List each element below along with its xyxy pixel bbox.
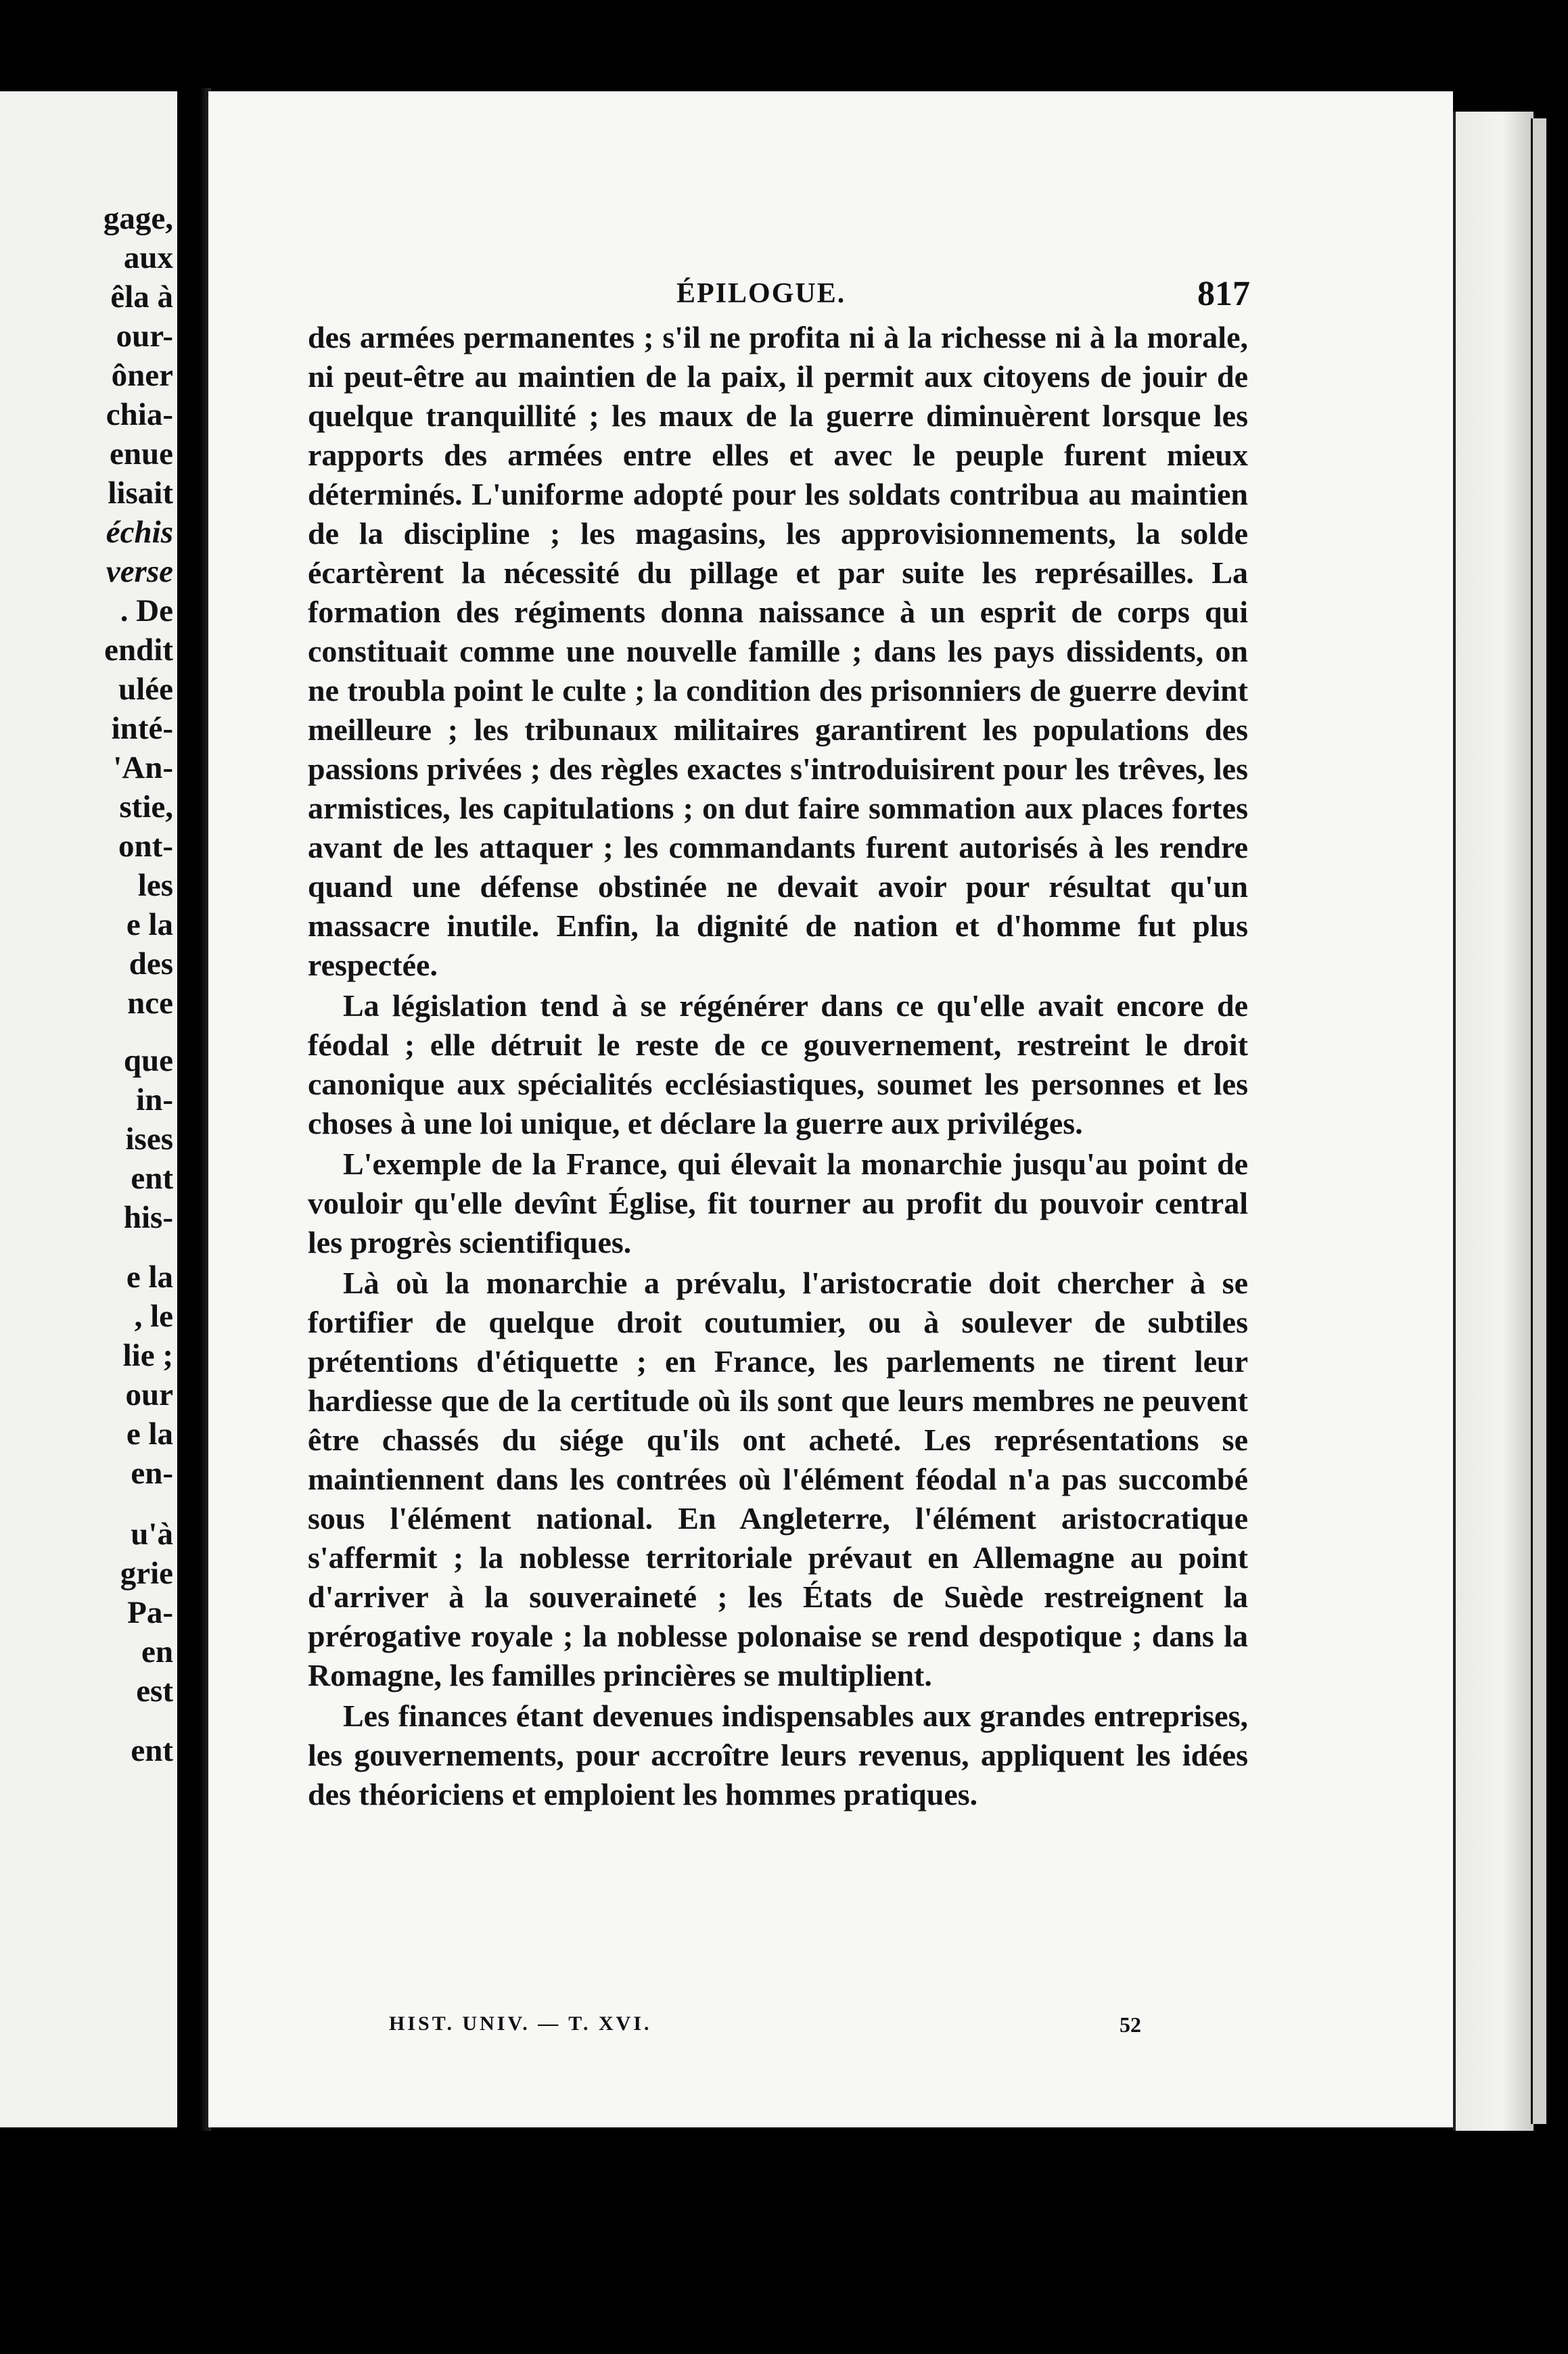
facing-page-line: our-	[116, 319, 173, 354]
facing-page-line: stie,	[119, 789, 173, 825]
facing-page-line: in-	[136, 1082, 173, 1117]
facing-page-line: e la	[126, 1260, 173, 1295]
facing-page-line: lisait	[108, 476, 173, 511]
facing-page-line: ont-	[118, 829, 173, 864]
book-gutter	[177, 88, 211, 2131]
page-edge-back	[1531, 118, 1546, 2124]
facing-page-line: e la	[126, 1416, 173, 1452]
paragraph: Les finances étant devenues indispensables aux grandes entreprises, les gouvernements, pour accroître leurs revenus, appliquent les idées des théoriciens et emploient les hommes pratiques.	[308, 1699, 1248, 1811]
page-number: 817	[1197, 275, 1250, 313]
facing-page-line: . De	[120, 593, 173, 628]
paragraph: L'exemple de la France, qui élevait la monarchie jusqu'au point de vouloir qu'elle devînt Église, fit tourner au profit du pouvoir central les progrès scientifiques.	[308, 1147, 1248, 1260]
facing-page-line: que	[123, 1043, 173, 1078]
facing-page-line: gage,	[103, 201, 173, 236]
facing-page-line: ent	[131, 1161, 173, 1196]
facing-page-line: ises	[125, 1122, 173, 1157]
facing-page-line: échis	[106, 515, 173, 550]
facing-page-line: Pa-	[127, 1595, 173, 1630]
facing-page-line: enue	[110, 436, 173, 471]
footer-signature: HIST. UNIV. — T. XVI.	[389, 2012, 652, 2035]
footer-sheet-number: 52	[1120, 2012, 1141, 2037]
facing-page-line: lie ;	[122, 1338, 173, 1373]
facing-page-line: des	[129, 946, 173, 982]
facing-page	[0, 91, 177, 2127]
facing-page-line: nce	[127, 986, 173, 1021]
facing-page-line: our	[125, 1377, 173, 1412]
facing-page-line: u'à	[131, 1517, 173, 1552]
facing-page-line: ulée	[118, 672, 173, 707]
facing-page-line: êla à	[110, 279, 173, 315]
page-edge	[1453, 112, 1534, 2131]
facing-page-line: his-	[123, 1200, 173, 1235]
facing-page-line: ent	[131, 1733, 173, 1768]
facing-page-line: grie	[120, 1556, 173, 1591]
paragraph: des armées permanentes ; s'il ne profita ni à la richesse ni à la morale, ni peut-être au maintien de la paix, il permit aux citoyens de jouir de quelque tranquillité ; les maux de la guerre diminuèrent lorsque les rapports des armées entre elles et avec le peuple furent mieux déterminés. L'uniforme adopté pour les soldats contribua au maintien de la discipline ; les magasins, les approvisionnements, la solde écartèrent la nécessité du pillage et par suite les représailles. La formation des régiments donna naissance à un esprit de corps qui constituait comme une nouvelle famille ; dans les pays dissidents, on ne troubla point le culte ; la condition des prisonniers de guerre devint meilleure ; les tribunaux militaires garantirent les populations des passions privées ; des règles exactes s'introduisirent pour les trêves, les armistices, les capitulations ; on dut faire sommation aux places fortes avant de les attaquer ; les commandants furent autorisés à les rendre quand une défense obstinée ne devait avoir pour résultat qu'un massacre inutile. Enfin, la dignité de nation et d'homme fut plus respectée.	[308, 320, 1248, 982]
paragraph: La législation tend à se régénérer dans ce qu'elle avait encore de féodal ; elle détruit le reste de ce gouvernement, restreint le droit canonique aux spécialités ecclésiastiques, soumet les personnes et les choses à une loi unique, et déclare la guerre aux priviléges.	[308, 988, 1248, 1140]
facing-page-line: 'An-	[113, 750, 173, 785]
facing-page-line: endit	[104, 632, 173, 668]
facing-page-line: est	[136, 1674, 173, 1709]
facing-page-line: e la	[126, 907, 173, 942]
facing-page-line: verse	[106, 554, 173, 589]
running-title: ÉPILOGUE.	[676, 278, 846, 309]
facing-page-line: les	[137, 868, 173, 903]
body-text	[308, 318, 1248, 1816]
facing-page-line: chia-	[106, 397, 173, 432]
facing-page-line: aux	[123, 240, 173, 275]
facing-page-line: en	[141, 1634, 173, 1669]
facing-page-line: ôner	[111, 358, 173, 393]
facing-page-line: , le	[134, 1299, 173, 1334]
facing-page-line: en-	[131, 1456, 173, 1491]
paragraph: Là où la monarchie a prévalu, l'aristocratie doit chercher à se fortifier de quelque droit coutumier, ou à soulever de subtiles prétentions d'étiquette ; en France, les parlements ne tirent leur hardiesse que de la certitude où ils sont que leurs membres ne peuvent être chassés du siége qu'ils ont acheté. Les représentations se maintiennent dans les contrées où l'élément féodal n'a pas succombé sous l'élément national. En Angleterre, l'élément aristocratique s'affermit ; la noblesse territoriale prévaut en Allemagne au point d'arriver à la souveraineté ; les États de Suède restreignent la prérogative royale ; la noblesse polonaise se rend despotique ; dans la Romagne, les familles princières se multiplient.	[308, 1266, 1248, 1692]
facing-page-line: inté-	[111, 711, 173, 746]
